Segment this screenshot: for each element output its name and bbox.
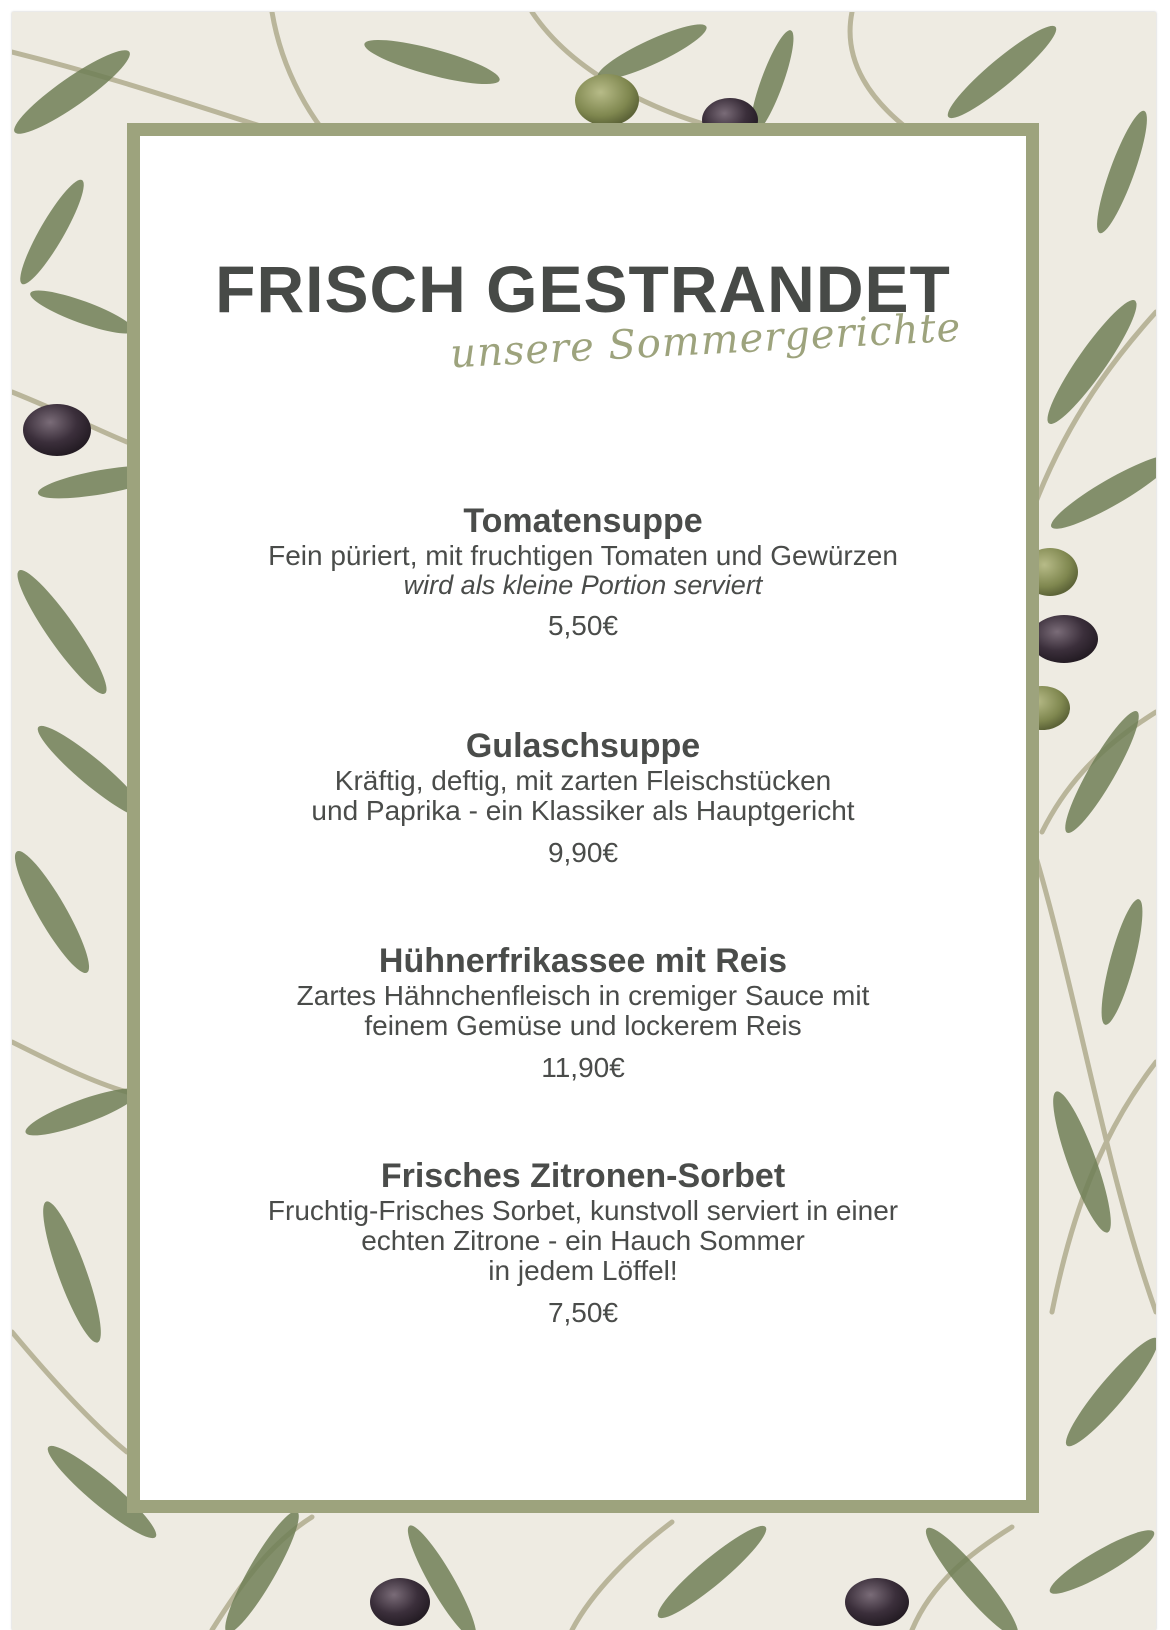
dish-price: 5,50€ — [547, 610, 619, 641]
dish-description: Kräftig, deftig, mit zarten Fleischstücken — [334, 765, 832, 796]
menu-item-tomatensuppe — [140, 501, 1026, 641]
dish-name: Hühnerfrikassee mit Reis — [378, 942, 788, 980]
menu-item-zitronen-sorbet — [140, 1156, 1026, 1328]
dish-description: echten Zitrone - ein Hauch Sommer — [361, 1225, 805, 1256]
dish-name: Gulaschsuppe — [465, 727, 701, 765]
menu-item-huehnerfrikassee — [140, 941, 1026, 1083]
menu-page — [12, 12, 1156, 1630]
dish-note: wird als kleine Portion serviert — [403, 570, 763, 600]
dish-description: Zartes Hähnchenfleisch in cremiger Sauce mit — [296, 980, 870, 1011]
dish-price: 7,50€ — [547, 1297, 619, 1328]
dish-name: Frisches Zitronen-Sorbet — [380, 1157, 786, 1195]
dish-description: feinem Gemüse und lockerem Reis — [364, 1010, 802, 1041]
dish-description: in jedem Löffel! — [488, 1255, 678, 1286]
dish-price: 9,90€ — [547, 837, 619, 868]
dish-price: 11,90€ — [541, 1052, 625, 1083]
dish-description: und Paprika - ein Klassiker als Hauptgericht — [311, 795, 855, 826]
dish-description: Fruchtig-Frisches Sorbet, kunstvoll serviert in einer — [267, 1195, 899, 1226]
menu-card — [127, 123, 1039, 1513]
dish-name: Tomatensuppe — [463, 502, 703, 540]
dish-description: Fein püriert, mit fruchtigen Tomaten und Gewürzen — [268, 540, 898, 571]
menu-item-gulaschsuppe — [140, 726, 1026, 868]
menu-subtitle: unsere Sommergerichte — [449, 304, 963, 378]
menu-title: FRISCH GESTRANDET — [215, 252, 951, 326]
